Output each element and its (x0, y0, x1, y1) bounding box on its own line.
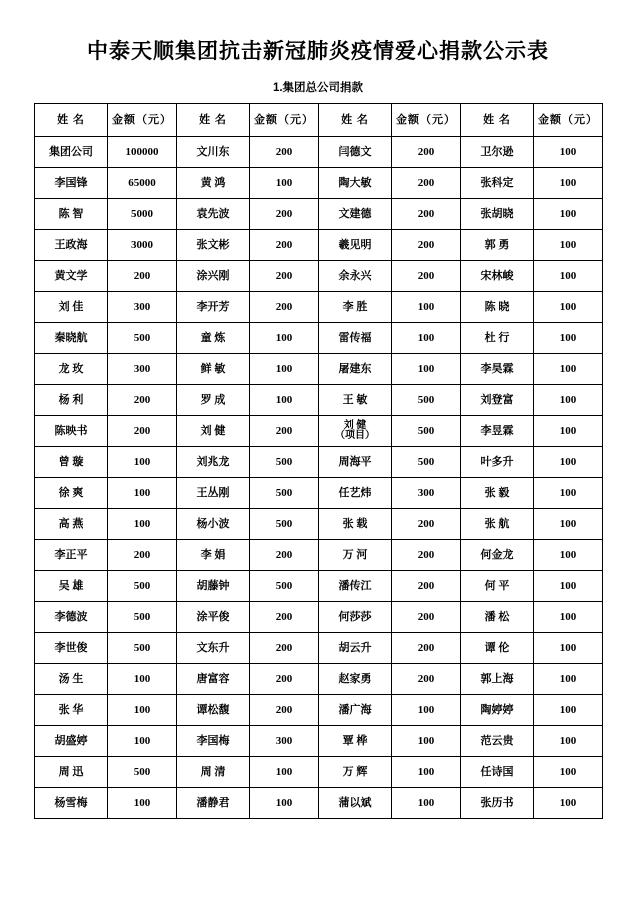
donor-name-cell: 胡盛婷 (35, 726, 108, 757)
donation-amount-cell: 500 (392, 416, 461, 447)
donor-name-cell: 刘兆龙 (177, 447, 250, 478)
donation-amount-cell: 100 (534, 602, 603, 633)
donor-name-cell: 李国梅 (177, 726, 250, 757)
donor-name-cell: 李昊霖 (461, 354, 534, 385)
donation-amount-cell: 100 (392, 323, 461, 354)
table-body (35, 137, 603, 819)
donor-name-cell: 秦晓航 (35, 323, 108, 354)
donation-amount-cell: 200 (250, 199, 319, 230)
donation-amount-cell: 100 (108, 509, 177, 540)
donation-amount-cell: 200 (392, 633, 461, 664)
donation-amount-cell: 500 (250, 509, 319, 540)
table-row (35, 230, 603, 261)
table-row (35, 757, 603, 788)
donation-amount-cell: 300 (250, 726, 319, 757)
donation-amount-cell: 100 (392, 695, 461, 726)
donor-name-cell: 童 炼 (177, 323, 250, 354)
table-row (35, 664, 603, 695)
donor-name-cell: 张 毅 (461, 478, 534, 509)
donation-amount-cell: 100 (534, 385, 603, 416)
table-row (35, 602, 603, 633)
donor-name-cell: 徐 爽 (35, 478, 108, 509)
donor-name-cell: 高 燕 (35, 509, 108, 540)
donation-amount-cell: 300 (108, 354, 177, 385)
donor-name-cell: 文川东 (177, 137, 250, 168)
donor-name-cell: 郭 勇 (461, 230, 534, 261)
donation-amount-cell: 200 (250, 292, 319, 323)
donation-amount-cell: 100 (534, 726, 603, 757)
table-row (35, 540, 603, 571)
table-row (35, 478, 603, 509)
donation-amount-cell: 100 (108, 664, 177, 695)
donor-name-cell: 覃 桦 (319, 726, 392, 757)
donor-name-cell: 李 娟 (177, 540, 250, 571)
donor-name-cell: 杨 利 (35, 385, 108, 416)
donor-name-cell: 张 载 (319, 509, 392, 540)
donation-amount-cell: 200 (250, 137, 319, 168)
donation-amount-cell: 500 (108, 757, 177, 788)
donor-name-cell: 袁先波 (177, 199, 250, 230)
donor-name-cell: 周 清 (177, 757, 250, 788)
donor-name-cell: 杜 行 (461, 323, 534, 354)
donation-amount-cell: 100 (392, 354, 461, 385)
donation-amount-cell: 300 (392, 478, 461, 509)
donor-name-cell: 鲜 敏 (177, 354, 250, 385)
donation-amount-cell: 100 (534, 788, 603, 819)
donor-name-cell: 陈 智 (35, 199, 108, 230)
donor-name-cell: 李国锋 (35, 168, 108, 199)
table-row (35, 199, 603, 230)
donor-name-cell: 王政海 (35, 230, 108, 261)
donor-name-cell: 李开芳 (177, 292, 250, 323)
donor-name-cell: 陈映书 (35, 416, 108, 447)
donation-amount-cell: 65000 (108, 168, 177, 199)
table-row (35, 571, 603, 602)
donation-amount-cell: 100 (534, 757, 603, 788)
donor-name-cell: 张胡晓 (461, 199, 534, 230)
donation-amount-cell: 100 (250, 323, 319, 354)
donation-amount-cell: 100 (534, 199, 603, 230)
donor-name-cell: 龙 玫 (35, 354, 108, 385)
table-row (35, 447, 603, 478)
table-row (35, 416, 603, 447)
donor-name-cell: 胡云升 (319, 633, 392, 664)
donation-amount-cell: 500 (108, 571, 177, 602)
donation-amount-cell: 500 (108, 323, 177, 354)
donation-amount-cell: 100 (534, 168, 603, 199)
donor-name-cell: 陶婷婷 (461, 695, 534, 726)
donor-name-cell: 杨雪梅 (35, 788, 108, 819)
column-header: 姓 名 (461, 104, 534, 137)
column-header: 金额（元） (534, 104, 603, 137)
donation-amount-cell: 100 (108, 726, 177, 757)
donor-name-cell: 李 胜 (319, 292, 392, 323)
donation-amount-cell: 100 (108, 478, 177, 509)
donor-name-cell: 赵家勇 (319, 664, 392, 695)
donation-amount-cell: 200 (392, 199, 461, 230)
donation-amount-cell: 200 (108, 416, 177, 447)
donation-amount-cell: 200 (392, 571, 461, 602)
donation-amount-cell: 200 (392, 261, 461, 292)
donor-name-cell: 曾 璇 (35, 447, 108, 478)
donor-name-cell: 陶大敏 (319, 168, 392, 199)
donation-amount-cell: 500 (250, 478, 319, 509)
donation-amount-cell: 100 (534, 292, 603, 323)
donor-name-cell: 潘静君 (177, 788, 250, 819)
donor-name-cell: 王丛刚 (177, 478, 250, 509)
donor-name-cell: 屠建东 (319, 354, 392, 385)
donor-name-cell: 谭松馥 (177, 695, 250, 726)
donor-name-cell: 何金龙 (461, 540, 534, 571)
donor-name-cell: 唐富容 (177, 664, 250, 695)
donation-amount-cell: 100 (108, 447, 177, 478)
donor-name-cell: 文建德 (319, 199, 392, 230)
column-header: 金额（元） (392, 104, 461, 137)
donor-name-cell: 何 平 (461, 571, 534, 602)
donor-name-cell: 刘 佳 (35, 292, 108, 323)
donation-amount-cell: 200 (392, 664, 461, 695)
donation-amount-cell: 300 (108, 292, 177, 323)
donation-amount-cell: 500 (392, 385, 461, 416)
donation-amount-cell: 200 (392, 168, 461, 199)
section-title: 1.集团总公司捐款 (272, 82, 364, 95)
donation-amount-cell: 100 (534, 137, 603, 168)
donation-amount-cell: 100 (534, 230, 603, 261)
donation-amount-cell: 200 (108, 540, 177, 571)
donor-name-cell: 胡藤钟 (177, 571, 250, 602)
donor-name-cell: 谭 伦 (461, 633, 534, 664)
donation-amount-cell: 200 (392, 602, 461, 633)
donation-amount-cell: 100 (250, 757, 319, 788)
donor-name-cell: 张 华 (35, 695, 108, 726)
table-row (35, 788, 603, 819)
donation-amount-cell: 200 (250, 664, 319, 695)
donor-name-cell: 卫尔逊 (461, 137, 534, 168)
table-header-row (35, 104, 603, 137)
column-header: 金额（元） (250, 104, 319, 137)
donor-name-cell: 文东升 (177, 633, 250, 664)
donor-name-cell: 陈 晓 (461, 292, 534, 323)
donation-amount-cell: 100 (534, 447, 603, 478)
table-row (35, 509, 603, 540)
column-header: 姓 名 (319, 104, 392, 137)
donation-amount-cell: 200 (250, 230, 319, 261)
donor-name-cell: 羲见明 (319, 230, 392, 261)
donation-amount-cell: 200 (250, 695, 319, 726)
donation-amount-cell: 200 (108, 385, 177, 416)
donation-amount-cell: 200 (392, 540, 461, 571)
table-row (35, 168, 603, 199)
donation-amount-cell: 100 (108, 788, 177, 819)
donor-name-cell: 李昱霖 (461, 416, 534, 447)
donor-name-cell: 吴 雄 (35, 571, 108, 602)
table-row (35, 137, 603, 168)
donor-name-cell: 万 河 (319, 540, 392, 571)
donation-amount-cell: 500 (250, 447, 319, 478)
donation-amount-cell: 100 (250, 385, 319, 416)
donation-amount-cell: 100 (534, 664, 603, 695)
donation-amount-cell: 100 (534, 509, 603, 540)
donor-name-cell: 范云贵 (461, 726, 534, 757)
donor-name-cell: 王 敏 (319, 385, 392, 416)
table-header (35, 104, 603, 137)
page-title: 中泰天顺集团抗击新冠肺炎疫情爱心捐款公示表 (87, 39, 549, 63)
donor-name-cell: 涂兴刚 (177, 261, 250, 292)
donor-name-cell: 李世俊 (35, 633, 108, 664)
donor-name-cell: 涂平俊 (177, 602, 250, 633)
donation-amount-cell: 3000 (108, 230, 177, 261)
donor-name-cell: 万 辉 (319, 757, 392, 788)
donor-name-cell: 张历书 (461, 788, 534, 819)
donation-amount-cell: 200 (250, 633, 319, 664)
table-row (35, 292, 603, 323)
donor-name-cell: 何莎莎 (319, 602, 392, 633)
donation-amount-cell: 200 (108, 261, 177, 292)
donor-name-cell: 潘广海 (319, 695, 392, 726)
donation-amount-cell: 500 (108, 633, 177, 664)
donation-amount-cell: 100 (534, 633, 603, 664)
donation-amount-cell: 100 (534, 416, 603, 447)
donation-amount-cell: 500 (108, 602, 177, 633)
donor-name-cell: 蒲以斌 (319, 788, 392, 819)
donor-name-cell: 汤 生 (35, 664, 108, 695)
donations-table (34, 103, 603, 819)
donor-name-cell: 刘登富 (461, 385, 534, 416)
donation-amount-cell: 100 (534, 695, 603, 726)
table-row (35, 633, 603, 664)
donation-amount-cell: 100 (250, 788, 319, 819)
donation-amount-cell: 200 (392, 509, 461, 540)
table-row (35, 261, 603, 292)
donation-amount-cell: 100 (250, 354, 319, 385)
donor-name-cell: 闫德文 (319, 137, 392, 168)
donation-amount-cell: 100 (534, 540, 603, 571)
donor-name-cell: 雷传福 (319, 323, 392, 354)
column-header: 金额（元） (108, 104, 177, 137)
donation-amount-cell: 100 (534, 571, 603, 602)
donation-amount-cell: 100 (534, 478, 603, 509)
table-row (35, 354, 603, 385)
donation-amount-cell: 500 (250, 571, 319, 602)
donor-name-cell: 周海平 (319, 447, 392, 478)
donor-name-cell: 余永兴 (319, 261, 392, 292)
donation-amount-cell: 500 (392, 447, 461, 478)
donor-name-cell: 李德波 (35, 602, 108, 633)
donation-amount-cell: 200 (392, 230, 461, 261)
donation-amount-cell: 100 (250, 168, 319, 199)
donor-name-cell: 任诗国 (461, 757, 534, 788)
donation-amount-cell: 100 (534, 323, 603, 354)
donation-amount-cell: 200 (250, 416, 319, 447)
donation-amount-cell: 5000 (108, 199, 177, 230)
donor-name-cell: 李正平 (35, 540, 108, 571)
donation-amount-cell: 200 (250, 261, 319, 292)
column-header: 姓 名 (35, 104, 108, 137)
donation-amount-cell: 100000 (108, 137, 177, 168)
donor-name-cell: 集团公司 (35, 137, 108, 168)
donor-name-cell: 潘 松 (461, 602, 534, 633)
donation-amount-cell: 200 (392, 137, 461, 168)
donor-name-cell: 潘传江 (319, 571, 392, 602)
donation-amount-cell: 100 (534, 354, 603, 385)
donor-name-cell: 张 航 (461, 509, 534, 540)
donation-amount-cell: 200 (250, 540, 319, 571)
donation-amount-cell: 200 (250, 602, 319, 633)
donor-name-cell: 周 迅 (35, 757, 108, 788)
table-row (35, 695, 603, 726)
table-row (35, 323, 603, 354)
donor-name-cell: 张文彬 (177, 230, 250, 261)
donation-amount-cell: 100 (392, 757, 461, 788)
donor-name-cell: 张科定 (461, 168, 534, 199)
donation-amount-cell: 100 (392, 292, 461, 323)
donation-amount-cell: 100 (108, 695, 177, 726)
donor-name-cell: 刘 健 (177, 416, 250, 447)
donation-amount-cell: 100 (392, 726, 461, 757)
donation-amount-cell: 100 (392, 788, 461, 819)
donor-name-cell: 郭上海 (461, 664, 534, 695)
donor-name-cell: 叶多升 (461, 447, 534, 478)
table-row (35, 385, 603, 416)
donor-name-cell: 黄 鸿 (177, 168, 250, 199)
donor-name-cell: 黄文学 (35, 261, 108, 292)
donor-name-cell: 任艺炜 (319, 478, 392, 509)
column-header: 姓 名 (177, 104, 250, 137)
table-row (35, 726, 603, 757)
donor-name-cell: 刘 健 （项目） (319, 416, 392, 447)
donor-name-cell: 杨小波 (177, 509, 250, 540)
donor-name-cell: 罗 成 (177, 385, 250, 416)
donation-amount-cell: 100 (534, 261, 603, 292)
donor-name-cell: 宋林峻 (461, 261, 534, 292)
